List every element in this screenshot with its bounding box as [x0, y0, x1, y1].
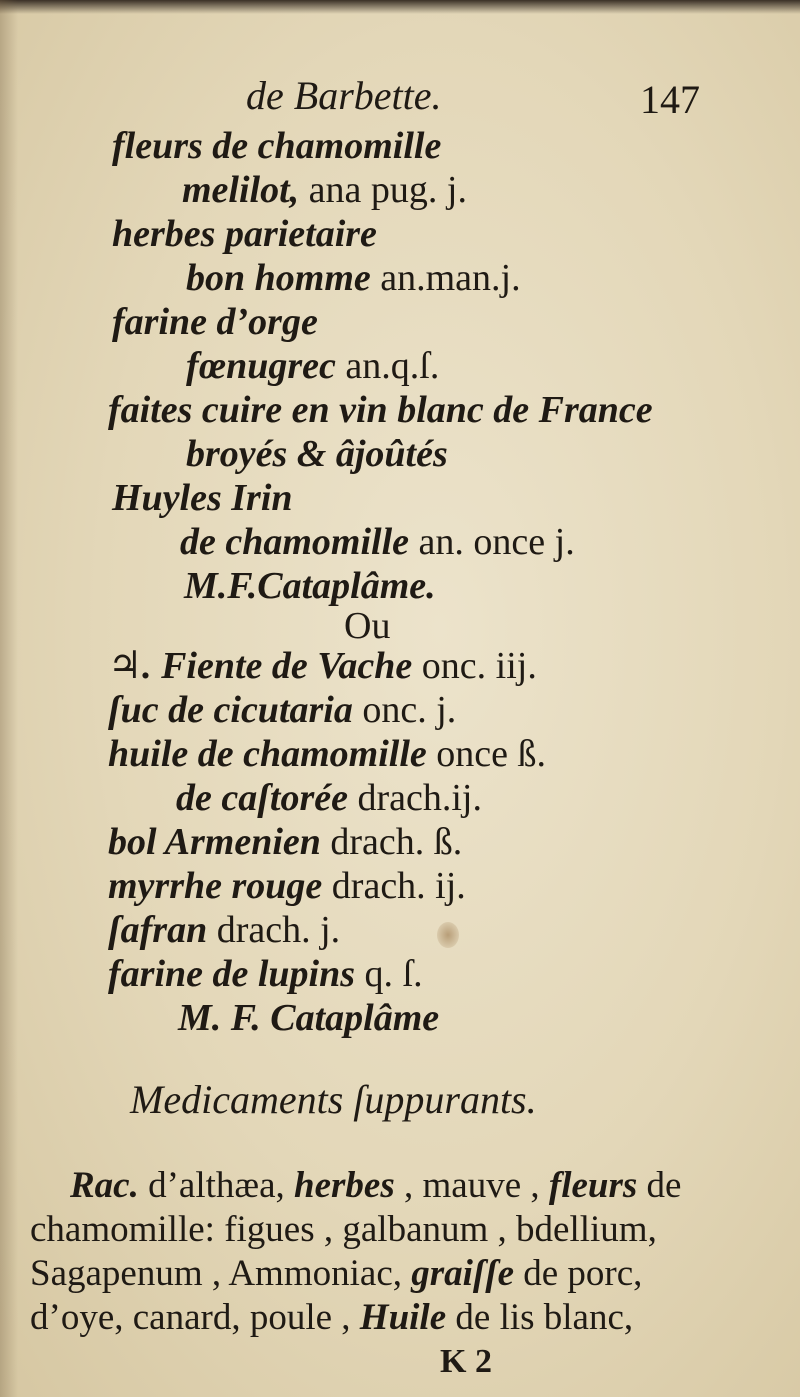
ingredient-name: herbes parietaire	[112, 213, 377, 255]
recipe-line	[108, 908, 340, 952]
section-heading: Medicaments ſuppurants.	[130, 1077, 537, 1122]
page-gutter-shadow	[0, 0, 18, 1397]
ingredient-dose: drach.ij.	[347, 777, 482, 819]
paragraph-italic: fleurs	[548, 1165, 638, 1206]
page-top-edge	[0, 0, 800, 14]
paragraph-text: Sagapenum , Ammoniac,	[30, 1253, 412, 1294]
paragraph-text: de lis blanc,	[446, 1297, 634, 1338]
separator-ou: Ou	[344, 605, 391, 647]
ingredient-name: faites cuire en vin blanc de France	[108, 389, 653, 431]
ingredient-name: myrrhe rouge	[108, 865, 323, 907]
ingredient-name: bon homme	[186, 257, 371, 299]
ingredient-name: fœnugrec	[186, 345, 336, 387]
recipe-line	[108, 952, 423, 996]
ingredient-dose: onc. iij.	[412, 645, 537, 687]
recipe-line	[108, 388, 653, 432]
ingredient-name: farine d’orge	[112, 301, 318, 343]
ingredient-dose: drach. j.	[207, 909, 341, 951]
recipe-line	[178, 996, 439, 1040]
recipe-line	[182, 168, 467, 212]
recipe-line	[176, 776, 482, 820]
recipe-line	[112, 212, 377, 256]
recipe-line	[112, 300, 318, 344]
recipe-line	[108, 688, 456, 732]
recipe-line	[184, 564, 436, 608]
recipe-line	[108, 644, 537, 688]
ingredient-dose: drach. ß.	[320, 821, 463, 863]
paragraph-text: d’oye, canard, poule ,	[30, 1297, 360, 1338]
paragraph-text: de porc,	[514, 1253, 643, 1294]
ingredient-name: M. F. Cataplâme	[178, 997, 440, 1039]
paragraph-line	[30, 1252, 642, 1296]
paragraph-text: , mauve ,	[394, 1165, 549, 1206]
signature-mark: K 2	[440, 1343, 492, 1380]
paragraph-italic: Huile	[359, 1297, 447, 1338]
paragraph-text: d’althæa,	[138, 1165, 295, 1206]
ingredient-name: melilot,	[182, 169, 300, 211]
ingredient-dose: drach. ij.	[322, 865, 466, 907]
ingredient-name: Huyles Irin	[112, 477, 293, 519]
ingredient-name: de chamomille	[180, 521, 410, 563]
ingredient-name: broyés & âjoûtés	[186, 433, 448, 475]
recipe-line	[112, 124, 441, 168]
paragraph-italic: Rac.	[70, 1165, 139, 1206]
paragraph-text: de	[637, 1165, 682, 1206]
ingredient-name: fleurs de chamomille	[112, 125, 442, 167]
ingredient-name: farine de lupins	[108, 953, 356, 995]
ingredient-name: M.F.Cataplâme.	[184, 565, 436, 607]
ingredient-dose: an.q.ſ.	[335, 345, 440, 387]
ingredient-name: ſafran	[108, 909, 208, 951]
ingredient-dose: ana pug. j.	[299, 169, 467, 211]
running-title: de Barbette.	[246, 73, 442, 118]
paragraph-italic: herbes	[294, 1165, 395, 1206]
recipe-line	[186, 344, 439, 388]
recipe-line	[186, 432, 448, 476]
ink-stain	[437, 922, 459, 948]
ingredient-name: de caſtorée	[176, 777, 348, 819]
ingredient-name: bol Armenien	[108, 821, 321, 863]
ingredient-name: huile de chamomille	[108, 733, 427, 775]
recipe-line	[108, 820, 462, 864]
ingredient-dose: an. once j.	[409, 521, 575, 563]
ingredient-dose: once ß.	[426, 733, 547, 775]
paragraph-line	[70, 1164, 681, 1208]
recipe-symbol-icon: ♃.	[108, 645, 152, 687]
page-number: 147	[640, 77, 700, 122]
ingredient-dose: q. ſ.	[355, 953, 423, 995]
ingredient-name: Fiente de Vache	[151, 645, 413, 687]
recipe-line	[108, 864, 466, 908]
recipe-line	[108, 732, 546, 776]
recipe-line	[180, 520, 575, 564]
ingredient-dose: onc. j.	[352, 689, 457, 731]
paragraph-line: chamomille: figues , galbanum , bdellium,	[30, 1209, 657, 1250]
paragraph-line	[30, 1296, 633, 1340]
ingredient-name: ſuc de cicutaria	[108, 689, 353, 731]
ingredient-dose: an.man.j.	[370, 257, 521, 299]
paragraph-italic: graiſſe	[411, 1253, 514, 1294]
recipe-line	[186, 256, 521, 300]
recipe-line	[112, 476, 293, 520]
